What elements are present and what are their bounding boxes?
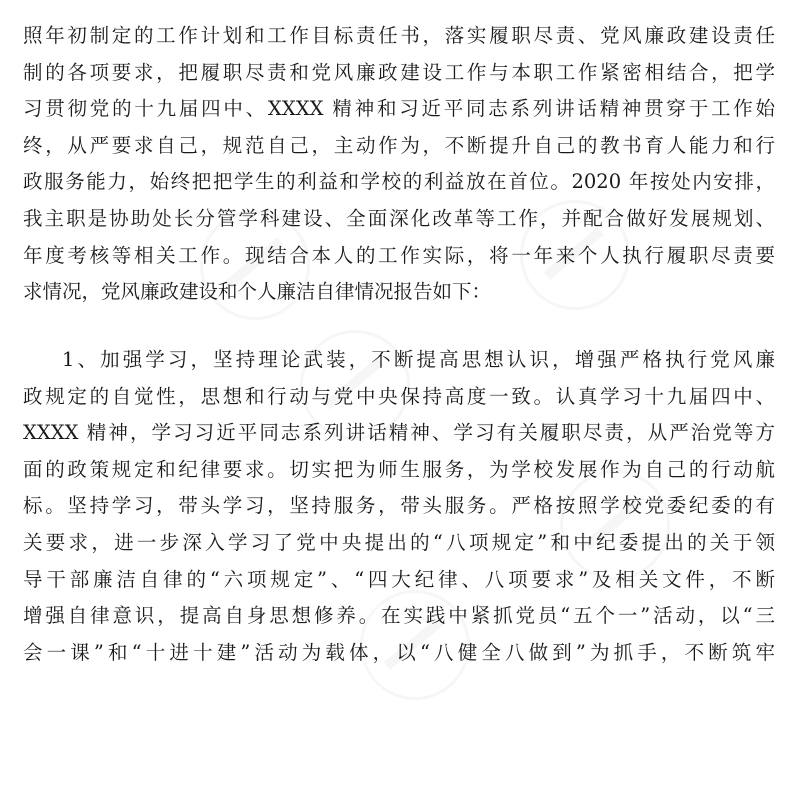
text-line: 标。坚持学习，带头学习，坚持服务，带头服务。严格按照学校党委纪委的有 <box>23 494 775 518</box>
text-line: 面的政策规定和纪律要求。切实把为师生服务，为学校发展作为自己的行动航 <box>23 457 775 481</box>
text-line: 导干部廉洁自律的“六项规定”、“四大纪律、八项要求”及相关文件，不断 <box>23 567 775 591</box>
text-line: 政规定的自觉性，思想和行动与党中央保持高度一致。认真学习十九届四中、 <box>23 384 775 408</box>
paragraph-2 <box>23 342 775 671</box>
text-line: 政服务能力，始终把把学生的利益和学校的利益放在首位。2020 年按处内安排， <box>23 170 775 194</box>
text-line: 制的各项要求，把履职尽责和党风廉政建设工作与本职工作紧密相结合，把学 <box>23 60 775 84</box>
cut-off-top-line <box>23 0 775 16</box>
text-line: 终，从严要求自己，规范自己，主动作为，不断提升自己的教书育人能力和行 <box>23 133 775 157</box>
text-line: 关要求，进一步深入学习了党中央提出的“八项规定”和中纪委提出的关于领 <box>23 530 775 554</box>
text-line: 会一课”和“十进十建”活动为载体，以“八健全八做到”为抓手，不断筑牢 <box>23 640 775 664</box>
text-line: 年度考核等相关工作。现结合本人的工作实际，将一年来个人执行履职尽责要 <box>23 243 775 267</box>
text-line: 求情况，党风廉政建设和个人廉洁自律情况报告如下： <box>23 280 492 304</box>
text-line: 1、加强学习，坚持理论武装，不断提高思想认识，增强严格执行党风廉 <box>62 348 775 371</box>
text-line: 增强自律意识，提高自身思想修养。在实践中紧抓党员“五个一”活动，以“三 <box>23 604 775 628</box>
text-line: 我主职是协助处长分管学科建设、全面深化改革等工作，并配合做好发展规划、 <box>23 206 775 230</box>
text-line: 习贯彻党的十九届四中、XXXX 精神和习近平同志系列讲话精神贯穿于工作始 <box>23 97 775 121</box>
text-line: XXXX 精神，学习习近平同志系列讲话精神、学习有关履职尽责，从严治党等方 <box>23 421 775 445</box>
text-line: 照年初制定的工作计划和工作目标责任书，落实履职尽责、党风廉政建设责任 <box>23 24 775 47</box>
paragraph-1 <box>23 18 775 311</box>
